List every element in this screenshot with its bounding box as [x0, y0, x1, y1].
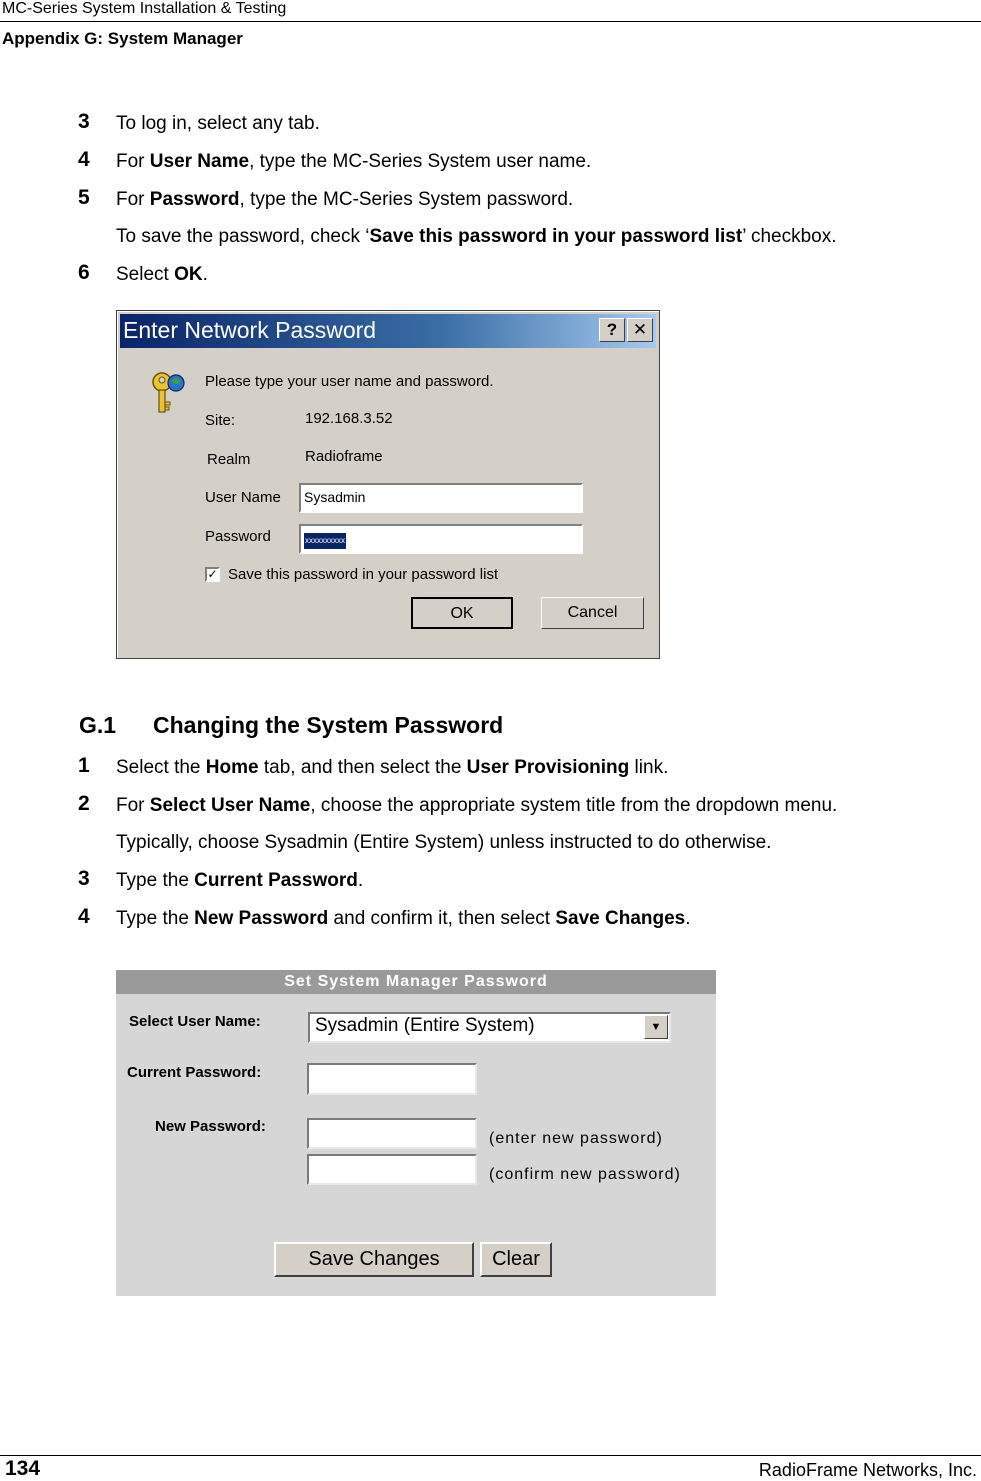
- page-number: 134: [5, 1457, 41, 1480]
- set-system-manager-password-panel: [116, 970, 716, 1296]
- current-password-input[interactable]: [307, 1063, 477, 1095]
- step-number: 3: [78, 110, 90, 133]
- new-password-label: New Password:: [155, 1118, 266, 1135]
- panel-title: Set System Manager Password: [116, 970, 716, 994]
- new-password-input[interactable]: [307, 1118, 477, 1149]
- step-number: 3: [78, 867, 90, 890]
- save-password-note: To save the password, check ‘Save this password in your password list’ checkbox.: [116, 226, 837, 247]
- key-icon: [149, 369, 193, 417]
- step-text: For Password, type the MC-Series System password.: [116, 189, 574, 210]
- user-name-label: User Name: [205, 489, 281, 506]
- step-number: 4: [78, 148, 90, 171]
- close-button[interactable]: ✕: [627, 318, 653, 342]
- user-name-dropdown[interactable]: [308, 1012, 671, 1043]
- realm-label: Realm: [207, 451, 251, 468]
- step-text: To log in, select any tab.: [116, 113, 320, 134]
- ok-button[interactable]: OK: [411, 597, 513, 629]
- chevron-down-icon[interactable]: ▼: [644, 1015, 668, 1039]
- running-header-section: Appendix G: System Manager: [2, 29, 243, 48]
- step-number: 1: [78, 754, 90, 777]
- typical-note: Typically, choose Sysadmin (Entire System) unless instructed to do otherwise.: [116, 832, 772, 853]
- clear-button[interactable]: Clear: [480, 1242, 552, 1277]
- password-masked-value: xxxxxxxxxx: [304, 533, 346, 549]
- step-text: For Select User Name, choose the appropriate system title from the dropdown menu.: [116, 795, 838, 816]
- dialog-prompt: Please type your user name and password.: [205, 373, 494, 390]
- confirm-new-password-hint: (confirm new password): [489, 1166, 681, 1183]
- password-label: Password: [205, 528, 271, 545]
- help-button[interactable]: ?: [599, 318, 625, 342]
- save-changes-button[interactable]: Save Changes: [274, 1242, 474, 1277]
- running-header-title: MC-Series System Installation & Testing: [2, 0, 287, 17]
- step-text: Select OK.: [116, 264, 208, 285]
- password-input[interactable]: [299, 524, 583, 554]
- dialog-titlebar: [120, 314, 656, 348]
- footer-rule: [0, 1455, 981, 1456]
- select-user-name-label: Select User Name:: [129, 1013, 261, 1030]
- step-text: For User Name, type the MC-Series System user name.: [116, 151, 592, 172]
- step-number: 4: [78, 905, 90, 928]
- step-text: Type the Current Password.: [116, 870, 364, 891]
- section-title: Changing the System Password: [153, 712, 504, 738]
- enter-network-password-dialog: [116, 310, 660, 659]
- realm-value: Radioframe: [305, 448, 383, 465]
- step-number: 6: [78, 261, 90, 284]
- section-heading: [79, 712, 503, 739]
- user-name-input[interactable]: Sysadmin: [299, 483, 583, 513]
- step-number: 2: [78, 792, 90, 815]
- step-text: Select the Home tab, and then select the User Provisioning link.: [116, 757, 669, 778]
- current-password-label: Current Password:: [127, 1064, 262, 1081]
- site-value: 192.168.3.52: [305, 410, 393, 427]
- section-number: G.1: [79, 712, 117, 738]
- site-label: Site:: [205, 412, 236, 429]
- selected-user-value: Sysadmin (Entire System): [315, 1015, 535, 1036]
- dialog-title: Enter Network Password: [123, 317, 377, 343]
- footer-company: RadioFrame Networks, Inc.: [758, 1460, 977, 1480]
- cancel-button[interactable]: Cancel: [541, 597, 644, 629]
- step-number: 5: [78, 186, 90, 209]
- enter-new-password-hint: (enter new password): [489, 1130, 663, 1147]
- save-password-label: Save this password in your password list: [228, 566, 499, 583]
- save-password-checkbox[interactable]: ✓: [205, 567, 220, 582]
- header-rule: [0, 21, 981, 22]
- confirm-password-input[interactable]: [307, 1154, 477, 1185]
- step-text: Type the New Password and confirm it, then select Save Changes.: [116, 908, 691, 929]
